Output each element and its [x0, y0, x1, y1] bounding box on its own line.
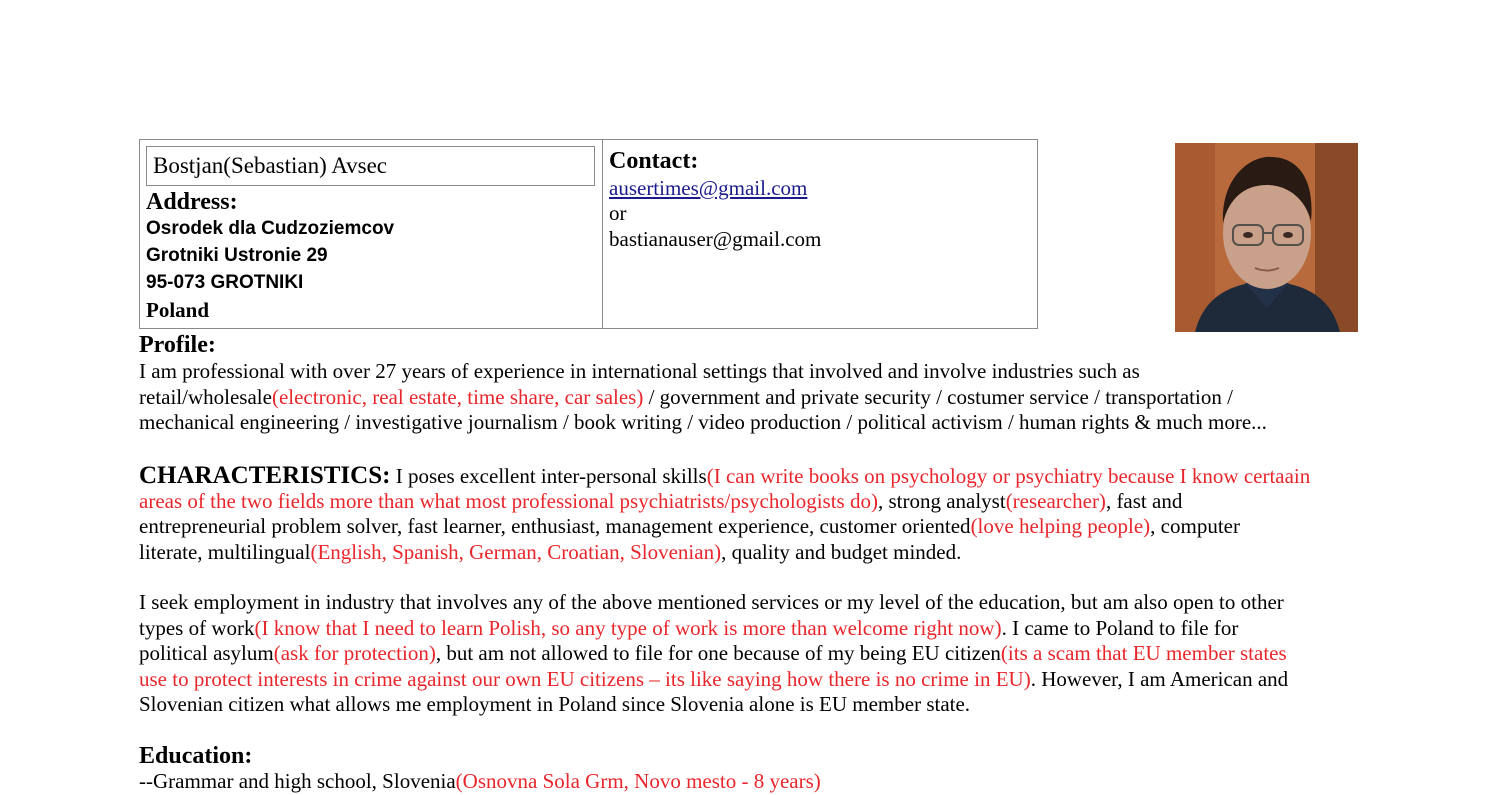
header-right-cell [603, 140, 1037, 328]
text-span: retail/wholesale [139, 384, 272, 409]
red-note: (its a scam that EU member states [1000, 641, 1287, 665]
text-span: I poses excellent inter-personal skills [390, 464, 707, 488]
or-text: or [609, 201, 627, 225]
employment-line-4 [139, 667, 1369, 693]
red-note: use to protect interests in crime against our own EU citizens – its like saying how there is no crime in EU) [139, 666, 1031, 691]
email-secondary: bastianauser@gmail.com [609, 227, 822, 251]
address-country: Poland [146, 298, 210, 322]
profile-line-2 [139, 385, 1369, 411]
email-primary-link[interactable]: ausertimes@gmail.com [609, 176, 808, 200]
text-span: entrepreneurial problem solver, fast learner, enthusiast, management experience, customer oriented [139, 514, 971, 538]
profile-line-1: I am professional with over 27 years of experience in international settings that involved and involve industries such as [139, 359, 1140, 383]
header-left-cell [140, 140, 603, 328]
text-span: / government and private security / costumer service / transportation / [643, 384, 1233, 409]
address-line-2: Grotniki Ustronie 29 [146, 245, 328, 266]
employment-line-1: I seek employment in industry that involves any of the above mentioned services or my level of the education, but am also open to other [139, 590, 1284, 614]
profile-photo [1175, 143, 1358, 332]
characteristics-label: CHARACTERISTICS: [139, 462, 391, 489]
education-heading: Education: [139, 743, 253, 769]
red-note: (electronic, real estate, time share, car sales) [271, 384, 644, 409]
header-table [139, 139, 1038, 329]
text-span: , computer [1150, 514, 1240, 538]
text-span: political asylum [139, 641, 274, 665]
red-note: (English, Spanish, German, Croatian, Slovenian) [310, 539, 722, 564]
address-line-3: 95-073 GROTNIKI [146, 272, 304, 293]
employment-line-2 [139, 616, 1369, 642]
red-note: (love helping people) [970, 514, 1151, 538]
education-line-1 [139, 769, 1369, 795]
text-span: --Grammar and high school, Slovenia [139, 769, 456, 793]
employment-line-5: Slovenian citizen what allows me employment in Poland since Slovenia alone is EU member state. [139, 692, 971, 716]
text-span: , fast and [1105, 488, 1183, 513]
red-note: (Osnovna Sola Grm, Novo mesto - 8 years) [455, 769, 821, 793]
red-note: (I know that I need to learn Polish, so any type of work is more than welcome right now) [254, 615, 1002, 640]
address-line-1: Osrodek dla Cudzoziemcov [146, 218, 395, 239]
name-box: Bostjan(Sebastian) Avsec [146, 146, 595, 186]
red-note: (I can write books on psychology or psychiatry because I know certaain [706, 464, 1311, 488]
characteristics-line-2 [139, 489, 1369, 515]
profile-paragraph [139, 359, 1369, 436]
characteristics-paragraph [139, 463, 1369, 565]
characteristics-line-4 [139, 540, 1369, 566]
education-paragraph [139, 769, 1369, 795]
red-note: areas of the two fields more than what most professional psychiatrists/psychologists do) [139, 488, 878, 513]
text-span: . However, I am American and [1030, 666, 1289, 691]
characteristics-line-3 [139, 514, 1369, 540]
text-span: , strong analyst [877, 488, 1006, 513]
red-note: (ask for protection) [273, 641, 436, 665]
text-span: , but am not allowed to file for one because of my being EU citizen [435, 641, 1001, 665]
profile-heading: Profile: [139, 332, 216, 358]
text-span: . I came to Poland to file for [1001, 615, 1239, 640]
address-label: Address: [146, 189, 238, 215]
profile-line-3: mechanical engineering / investigative journalism / book writing / video production / political activism / human rights & much more... [139, 410, 1267, 434]
red-note: (researcher) [1005, 488, 1106, 513]
employment-paragraph [139, 590, 1369, 718]
contact-label: Contact: [609, 148, 699, 174]
characteristics-line-1 [139, 463, 1369, 489]
text-span: types of work [139, 615, 255, 640]
text-span: , quality and budget minded. [721, 539, 962, 564]
text-span: literate, multilingual [139, 539, 311, 564]
employment-line-3 [139, 641, 1369, 667]
